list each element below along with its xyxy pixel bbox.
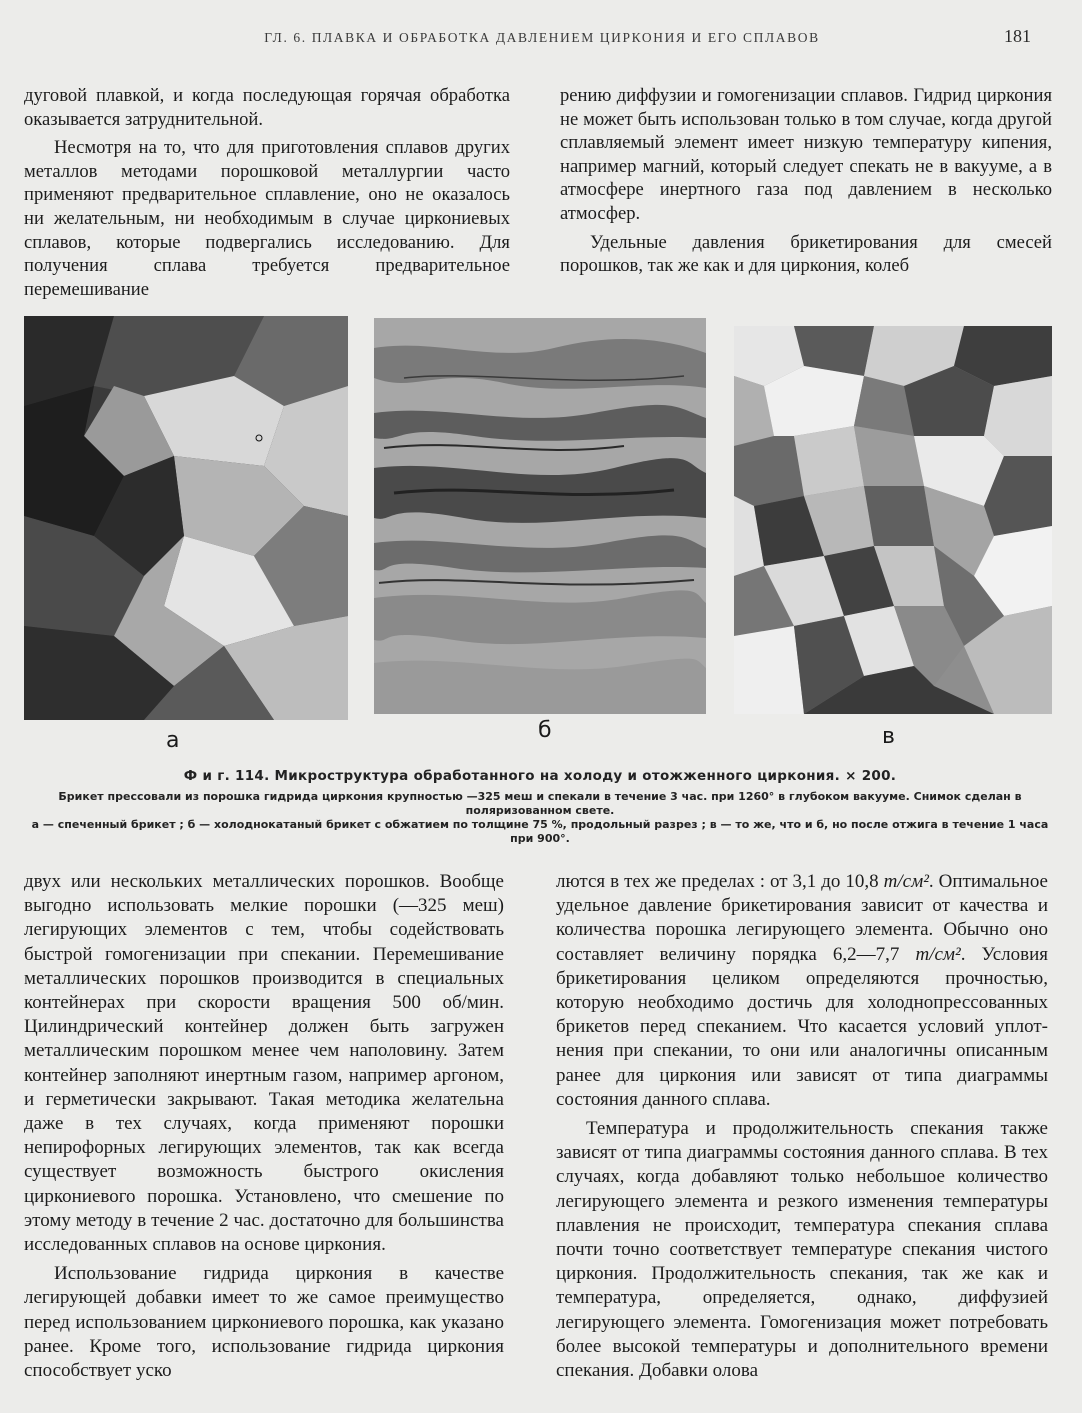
- text-run: лются в тех же пределах : от 3,1 до 10,8: [556, 871, 884, 892]
- text-run: . Оптимальное удельное давление брикетирования зависит от качества и количества порошка легирующего элемента. Обычно оно составляет величину порядка 6,2—7,7: [556, 871, 1048, 965]
- paragraph: рению диффузии и гомогенизации сплавов. Гидрид циркония не может быть использован только в том случае, когда другой сплавляемый элемент имеет низкую температуру кипения, например магний, который следует спекать не в вакууме, а в атмосфере инертного газа под давлением в несколько атмосфер.: [560, 85, 1052, 224]
- paragraph: [556, 870, 1048, 1112]
- text-column-bottom-left: [24, 870, 504, 1383]
- figure-caption-title: Ф и г. 114. Микроструктура обработанного на холоду и отожженного циркония. × 200.: [183, 768, 897, 784]
- paragraph: дуговой плавкой, и когда последующая горячая обработка оказывается затруднительной.: [24, 85, 510, 130]
- page-number: 181: [1004, 26, 1031, 46]
- running-head: ГЛ. 6. ПЛАВКА И ОБРАБОТКА ДАВЛЕНИЕМ ЦИРКОНИЯ И ЕГО СПЛАВОВ: [264, 30, 820, 45]
- paragraph: Несмотря на то, что для приготовления сплавов других металлов методами порошковой металлургии часто применяют предварительное сплавление, оно не оказалось ни желательным, ни необходимым в случае циркониевых сплавов, которые подвергались исследованию. Для получения сплава требуется предварительное перемешивание: [24, 137, 510, 300]
- paragraph: Использование гидрида циркония в качестве легирующей добавки имеет то же самое преимущество перед использованием циркониевого порошка, как указано ранее. Кроме того, использование гидрида циркония способствует уско: [24, 1263, 504, 1382]
- micrograph-label-b: б: [538, 718, 552, 743]
- paragraph: двух или нескольких металлических порошков. Вообще выгодно использовать мелкие порошки (—325 меш) легирующих элементов с тем, чтобы содействовать быстрой гомогенизации при спекании. Перемешивание металлических порошков производится в специальных контейнерах при скорости вращения 500 об/мин. Цилиндрический контейнер должен быть загружен металлическим порошком менее чем наполовину. Затем контейнер заполняют инертным газом, например аргоном, и герметически закрывают. Такая методика желательна даже в тех случаях, когда применяют порошки непирофорных легирующих элементов, так как всегда существует возможность быстрого окисления циркониевого порошка. Установлено, что смешение по этому методу в течение 2 час. достаточно для большинства исследованных сплавов на основе циркония.: [24, 871, 504, 1256]
- micrograph-label-c: в: [882, 724, 895, 749]
- text-column-top-right: [560, 84, 1052, 278]
- text-run: . Условия брикетирования целиком определяются прочностью, которую необходимо достичь для холоднопрессованных брикетов перед спеканием. Что касается условий уплотнения при спекании, то они или аналогичны описанным ранее для циркония или зависят от типа диаграммы состояния данного сплава.: [556, 943, 1048, 1110]
- figure-caption-line: Брикет прессовали из порошка гидрида циркония крупностью —325 меш и спекали в течение 3 час. при 1260° в глубоком вакууме. Снимок сделан в поляризованном свете.: [58, 790, 1022, 817]
- text-column-top-left: [24, 84, 510, 301]
- micrograph-b: [374, 318, 706, 714]
- figure-caption-line: а — спеченный брикет ; б — холоднокатаный брикет с обжатием по толщине 75 %, продольный разрез ; в — то же, что и б, но после отжига в течение 1 часа при 900°.: [31, 818, 1049, 845]
- micrograph-c: [734, 326, 1052, 714]
- unit-text: т/см²: [915, 943, 961, 965]
- paragraph: Температура и продолжительность спекания также зависят от типа диаграммы состояния данного сплава. В тех случаях, когда добавляют только небольшое количество легирующего элемента и резкого изменения температуры плавления не происходит, температура спекания сплава почти точно соответствует температуре спекания чистого циркония. Продолжительность спекания, так же как и температура, определяется, однако, диффузией легирующего элемента. Гомогенизация может потребовать более высокой температуры и дополнительного времени спекания. Добавки олова: [556, 1118, 1048, 1382]
- text-column-bottom-right: [556, 870, 1048, 1383]
- micrograph-a: [24, 316, 348, 720]
- figure-caption: [20, 768, 1060, 846]
- paragraph: Удельные давления брикетирования для смесей порошков, так же как и для циркония, колеб: [560, 231, 1052, 277]
- unit-text: т/см²: [883, 871, 929, 892]
- micrograph-label-a: а: [166, 728, 180, 753]
